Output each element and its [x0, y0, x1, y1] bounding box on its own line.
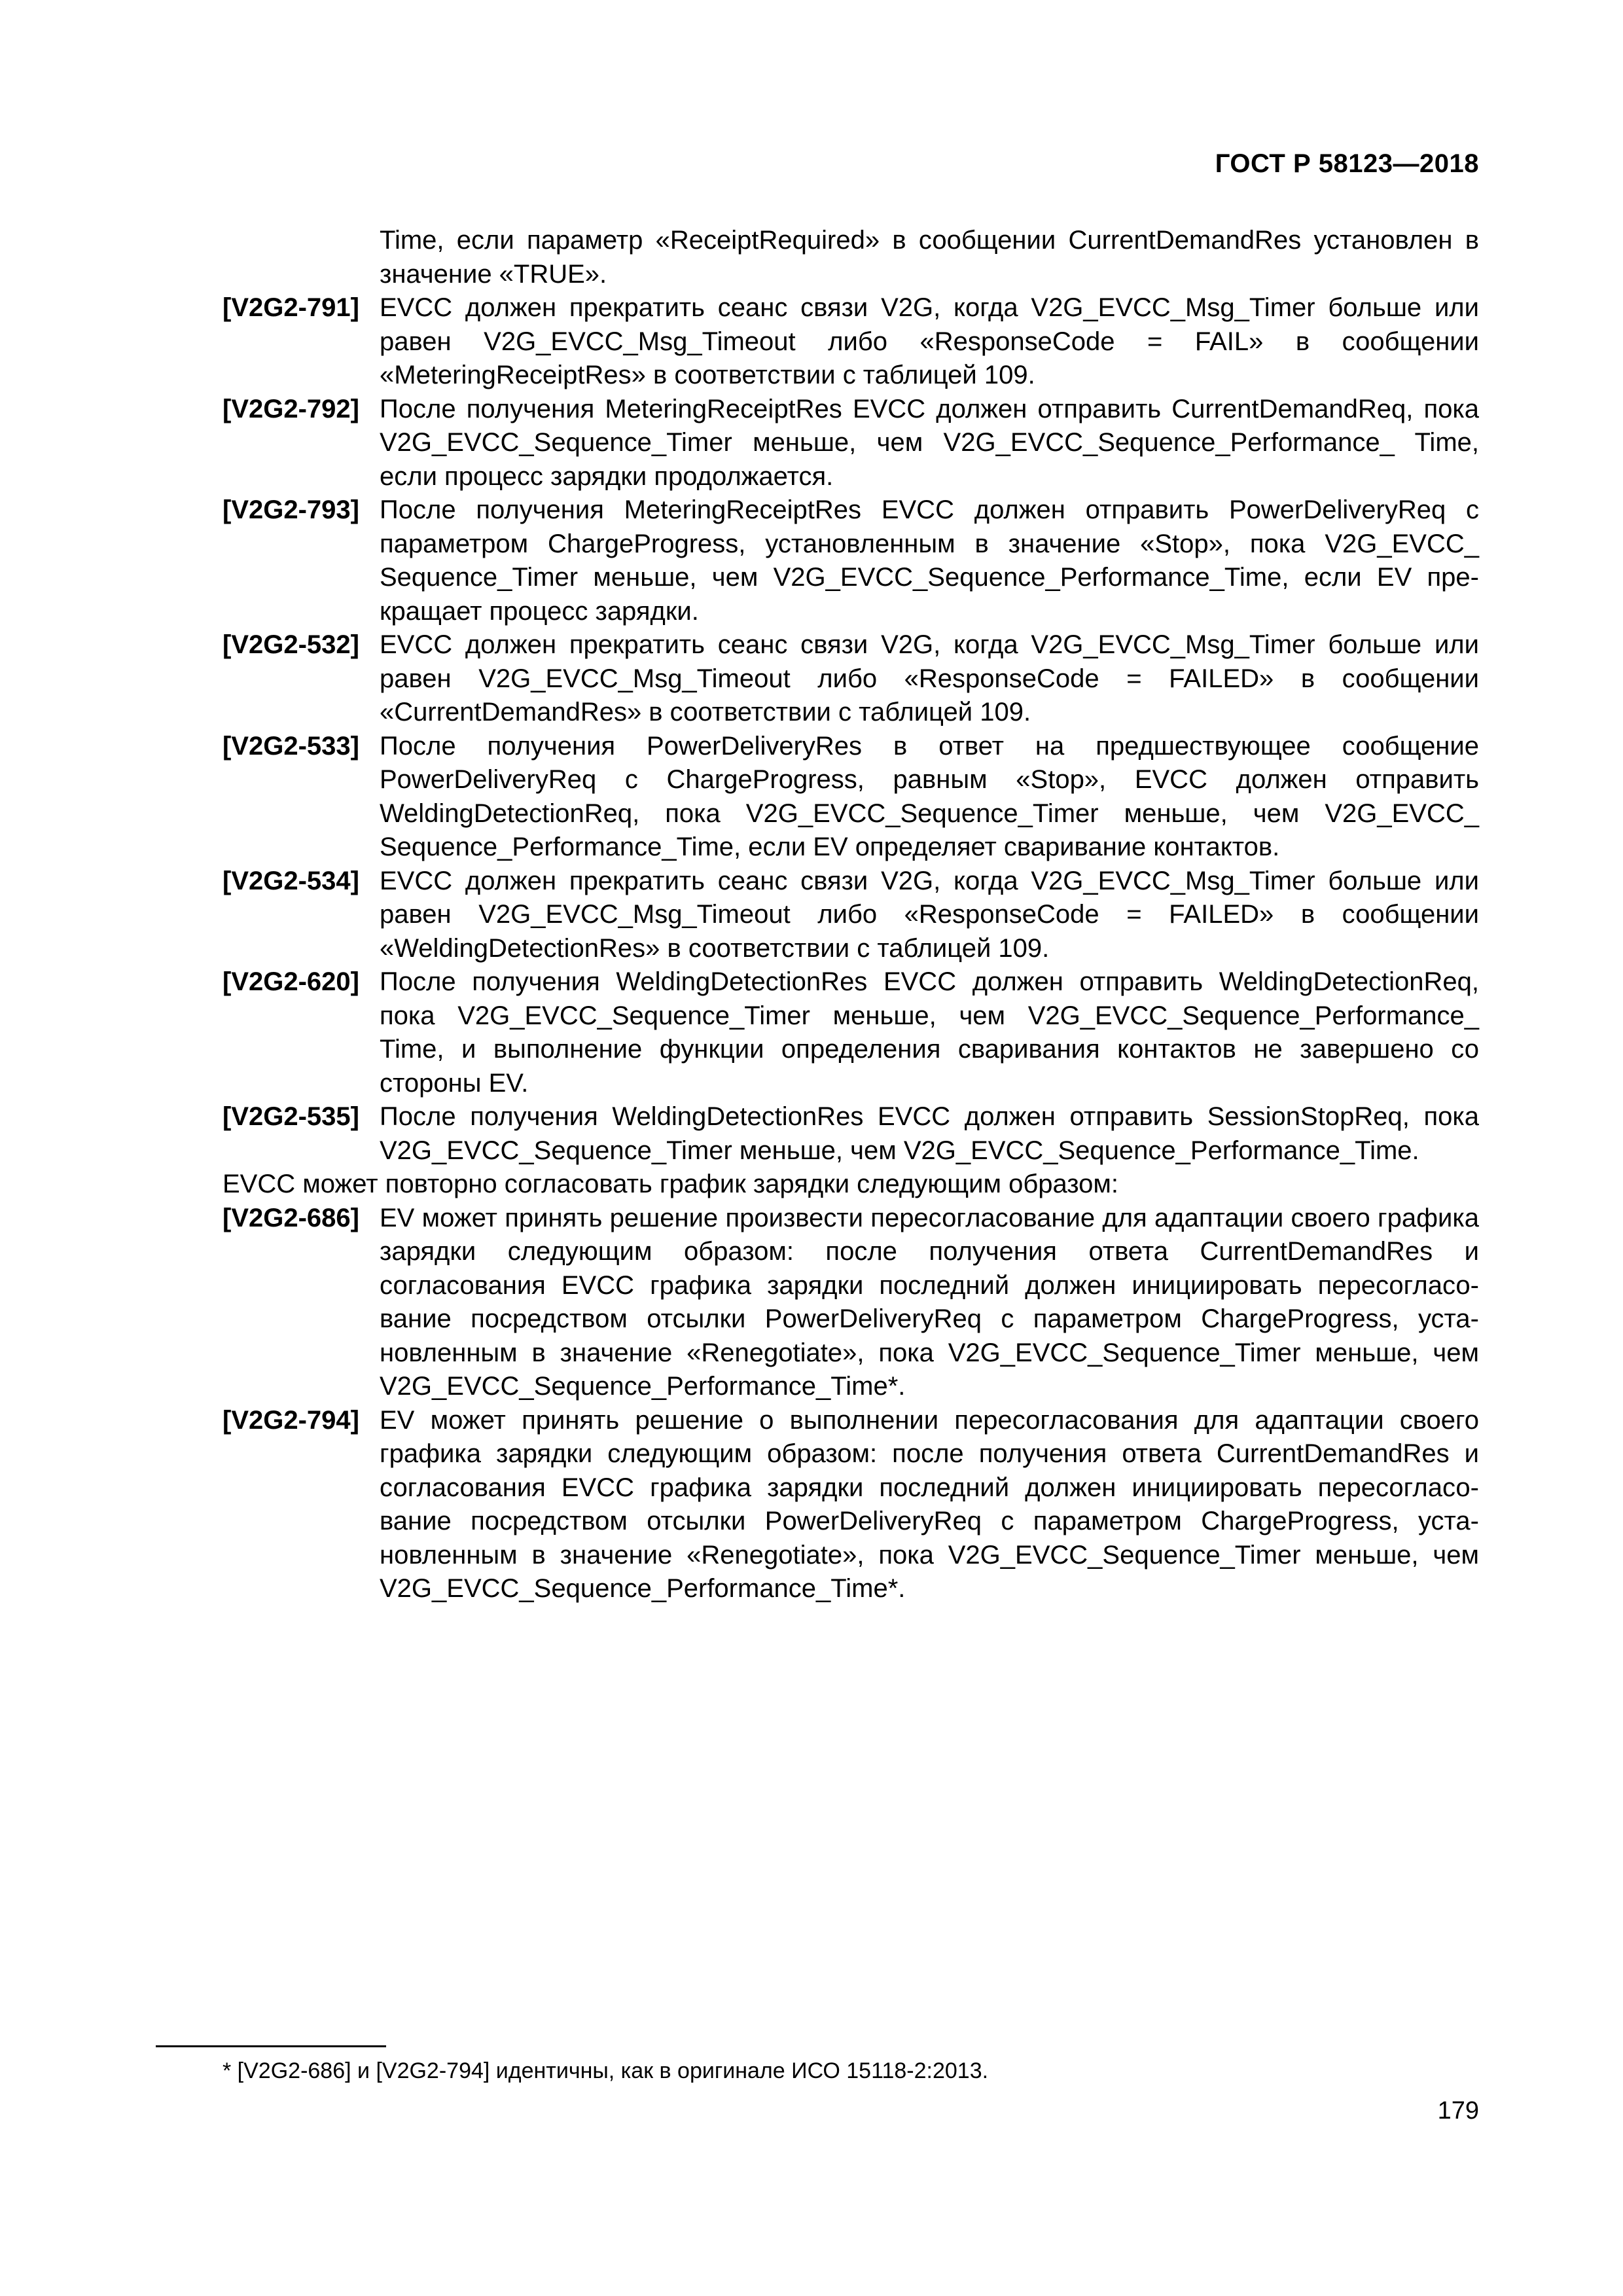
requirement-item: [223, 291, 1479, 393]
footnote: * [V2G2-686] и [V2G2-794] идентичны, как в оригинале ИСО 15118-2:2013.: [223, 2058, 989, 2083]
requirement-item: [223, 730, 1479, 865]
requirement-id: [V2G2-532]: [223, 630, 359, 659]
requirement-id: [V2G2-534]: [223, 866, 359, 895]
continuation-paragraph: Time, если параметр «ReceiptRequired» в сообщении CurrentDemandRes установлен в значение «TRUE».: [380, 226, 1479, 289]
intro-paragraph: EVCC может повторно согласовать график зарядки следующим образом:: [223, 1170, 1119, 1198]
requirement-id: [V2G2-533]: [223, 731, 359, 761]
document-body: [223, 224, 1479, 1606]
footnote-divider: [156, 2045, 386, 2047]
requirement-id: [V2G2-793]: [223, 495, 359, 524]
requirement-id: [V2G2-620]: [223, 967, 359, 996]
requirement-item: [223, 965, 1479, 1100]
requirement-id: [V2G2-794]: [223, 1405, 359, 1435]
requirement-text: EVCC должен прекратить сеанс связи V2G, когда V2G_EVCC_Msg_Timer больше или равен V2G_EVCC_Msg_Timeout либо «ResponseCode = FAIL» в сообщении «MeteringReceiptRes» в соответствии с таблицей 109.: [380, 293, 1479, 389]
requirement-item: [223, 865, 1479, 966]
requirement-text: После получения WeldingDetectionRes EVCC должен отправить WeldingDetectionReq, пока V2G_EVCC_Sequence_Timer меньше, чем V2G_EVCC_Sequence_Performance_ Time, и выполнение функции определения сваривания контактов не завершено со стороны EV.: [380, 967, 1479, 1098]
requirement-text: После получения PowerDeliveryRes в ответ на предшествующее сообщение PowerDeliveryReq с ChargeProgress, равным «Stop», EVCC должен отправить WeldingDetectionReq, пока V2G_EVCC_Sequence_Timer меньше, чем V2G_EVCC_ Sequence_Performance_Time, если EV определяет сваривание контактов.: [380, 731, 1479, 861]
requirement-item: [223, 628, 1479, 730]
page-header-doc-id: ГОСТ Р 58123—2018: [1215, 149, 1479, 178]
requirement-item: [223, 1202, 1479, 1404]
requirement-id: [V2G2-686]: [223, 1203, 359, 1232]
requirement-id: [V2G2-791]: [223, 293, 359, 322]
requirement-text: EV может принять решение произвести пересогласование для адаптации своего графика зарядки следующим образом: после получения ответа CurrentDemandRes и согласования EVCC графика зарядки последний должен инициировать пересогласование посредством отсылки PowerDeliveryReq с параметром ChargeProgress, установленным в значение «Renegotiate», пока V2G_EVCC_Sequence_Timer меньше, чем V2G_EVCC_Sequence_Performance_Time*.: [380, 1203, 1479, 1401]
requirement-text: EVCC должен прекратить сеанс связи V2G, когда V2G_EVCC_Msg_Timer больше или равен V2G_EVCC_Msg_Timeout либо «ResponseCode = FAILED» в сообщении «CurrentDemandRes» в соответствии с таблицей 109.: [380, 630, 1479, 726]
requirement-text: После получения WeldingDetectionRes EVCC должен отправить SessionStopReq, пока V2G_EVCC_Sequence_Timer меньше, чем V2G_EVCC_Sequence_Performance_Time.: [380, 1102, 1479, 1165]
requirement-item: [223, 1404, 1479, 1606]
requirement-text: После получения MeteringReceiptRes EVCC должен отправить PowerDeliveryReq с параметром ChargeProgress, установленным в значение «Stop», пока V2G_EVCC_ Sequence_Timer меньше, чем V2G_EVCC_Sequence_Performance_Time, если EV прекращает процесс зарядки.: [380, 495, 1479, 626]
requirement-text: EV может принять решение о выполнении пересогласования для адаптации своего графика зарядки следующим образом: после получения ответа CurrentDemandRes и согласования EVCC графика зарядки последний должен инициировать пересогласование посредством отсылки PowerDeliveryReq с параметром ChargeProgress, установленным в значение «Renegotiate», пока V2G_EVCC_Sequence_Timer меньше, чем V2G_EVCC_Sequence_Performance_Time*.: [380, 1405, 1479, 1603]
requirement-id: [V2G2-535]: [223, 1102, 359, 1131]
page-number: 179: [1437, 2097, 1479, 2125]
requirement-id: [V2G2-792]: [223, 394, 359, 423]
requirement-item: [223, 1100, 1479, 1168]
requirement-text: EVCC должен прекратить сеанс связи V2G, когда V2G_EVCC_Msg_Timer больше или равен V2G_EVCC_Msg_Timeout либо «ResponseCode = FAILED» в сообщении «WeldingDetectionRes» в соответствии с таблицей 109.: [380, 866, 1479, 963]
requirement-item: [223, 393, 1479, 494]
requirement-item: [223, 493, 1479, 628]
requirement-text: После получения MeteringReceiptRes EVCC должен отправить CurrentDemandReq, пока V2G_EVCC_Sequence_Timer меньше, чем V2G_EVCC_Sequence_Performance_ Time, если процесс зарядки продолжается.: [380, 394, 1479, 491]
